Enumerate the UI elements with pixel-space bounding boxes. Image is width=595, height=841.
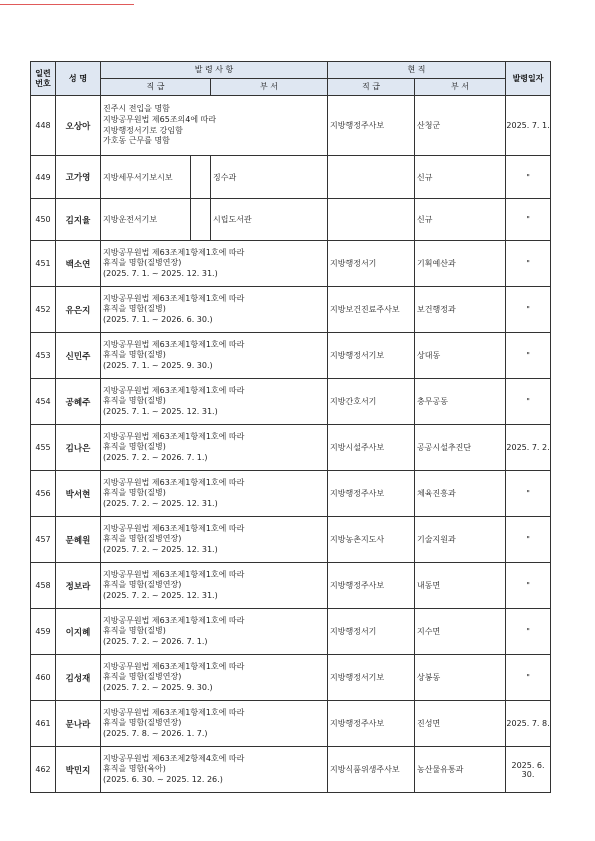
person-name: 김나은 (56, 425, 101, 471)
order-details (101, 287, 328, 333)
order-line: 휴직을 명함(육아) (103, 764, 166, 774)
serial-number: 459 (31, 609, 56, 655)
order-line: (2025. 7. 1. ~ 2025. 9. 30.) (103, 360, 213, 370)
current-dept: 지수면 (415, 609, 506, 655)
order-line: 지방공무원법 제63조제1항제1호에 따라 (103, 385, 245, 395)
order-line: 휴직을 명함(질병연장) (103, 258, 182, 268)
header-issuance: 발 령 사 항 (101, 62, 328, 79)
order-line: (2025. 7. 2. ~ 2025. 9. 30.) (103, 682, 213, 692)
serial-number: 454 (31, 379, 56, 425)
person-name: 신민주 (56, 333, 101, 379)
table-row (31, 96, 551, 156)
serial-number: 448 (31, 96, 56, 156)
person-name: 문나라 (56, 701, 101, 747)
serial-number: 462 (31, 747, 56, 793)
order-line: 휴직을 명함(질병) (103, 304, 166, 314)
current-dept: 기술지원과 (415, 517, 506, 563)
current-dept: 기획예산과 (415, 241, 506, 287)
order-line: (2025. 7. 1. ~ 2025. 12. 31.) (103, 406, 218, 416)
current-rank: 지방행정서기보 (328, 655, 415, 701)
issue-date: " (506, 471, 551, 517)
person-name: 박서현 (56, 471, 101, 517)
current-rank: 지방행정서기 (328, 241, 415, 287)
current-dept: 충무공동 (415, 379, 506, 425)
issue-date: " (506, 333, 551, 379)
order-line: (2025. 7. 1. ~ 2026. 6. 30.) (103, 314, 213, 324)
order-line: 휴직을 명함(질병) (103, 350, 166, 360)
serial-number: 457 (31, 517, 56, 563)
current-rank: 지방간호서기 (328, 379, 415, 425)
issue-date: " (506, 241, 551, 287)
issue-date: " (506, 655, 551, 701)
header-name: 성 명 (56, 62, 101, 96)
person-name: 유은지 (56, 287, 101, 333)
current-rank: 지방농촌지도사 (328, 517, 415, 563)
order-line: 지방공무원법 제63조제1항제1호에 따라 (103, 615, 245, 625)
header-dept: 부 서 (211, 79, 328, 96)
person-name: 김지율 (56, 199, 101, 241)
person-name: 고가영 (56, 156, 101, 199)
serial-number: 451 (31, 241, 56, 287)
serial-number: 456 (31, 471, 56, 517)
serial-number: 453 (31, 333, 56, 379)
order-line: (2025. 7. 2. ~ 2025. 12. 31.) (103, 498, 218, 508)
table-row (31, 517, 551, 563)
current-rank: 지방행정서기보 (328, 333, 415, 379)
serial-number: 460 (31, 655, 56, 701)
current-rank: 지방행정주사보 (328, 701, 415, 747)
order-line: (2025. 7. 2. ~ 2025. 12. 31.) (103, 590, 218, 600)
current-rank (328, 156, 415, 199)
order-details (101, 379, 328, 425)
serial-number: 449 (31, 156, 56, 199)
table-row (31, 156, 551, 199)
current-rank: 지방보건진료주사보 (328, 287, 415, 333)
order-line: (2025. 7. 2. ~ 2026. 7. 1.) (103, 636, 208, 646)
table-row (31, 609, 551, 655)
order-line: 지방공무원법 제63조제1항제1호에 따라 (103, 293, 245, 303)
current-rank: 지방행정서기 (328, 609, 415, 655)
current-dept: 내동면 (415, 563, 506, 609)
person-name: 이지혜 (56, 609, 101, 655)
table-row (31, 701, 551, 747)
header-serial-line1: 일련 (35, 69, 51, 79)
table-row (31, 471, 551, 517)
order-details (101, 333, 328, 379)
issue-date: 2025. 7. 2. (506, 425, 551, 471)
table-row (31, 747, 551, 793)
current-dept: 신규 (415, 156, 506, 199)
order-line: 지방공무원법 제63조제1항제1호에 따라 (103, 339, 245, 349)
order-dept: 징수과 (211, 156, 328, 199)
table-row (31, 287, 551, 333)
order-line: 가호동 근무를 명함 (103, 136, 170, 146)
order-line: (2025. 7. 2. ~ 2026. 7. 1.) (103, 452, 208, 462)
order-line: (2025. 7. 8. ~ 2026. 1. 7.) (103, 728, 208, 738)
order-line: (2025. 6. 30. ~ 2025. 12. 26.) (103, 774, 223, 784)
order-details (101, 425, 328, 471)
order-line: 지방공무원법 제63조제1항제1호에 따라 (103, 477, 245, 487)
header-issue-date: 발령일자 (506, 62, 551, 96)
order-line: 지방공무원법 제63조제1항제1호에 따라 (103, 431, 245, 441)
order-details (101, 609, 328, 655)
current-dept: 상봉동 (415, 655, 506, 701)
order-line: 지방공무원법 제63조제1항제1호에 따라 (103, 707, 245, 717)
order-details (101, 747, 328, 793)
header-current: 현 직 (328, 62, 506, 79)
order-line: 지방공무원법 제65조의4에 따라 (103, 114, 217, 124)
current-dept: 상대동 (415, 333, 506, 379)
header-serial-line2: 번호 (35, 78, 51, 88)
order-line: 휴직을 명함(질병연장) (103, 534, 182, 544)
current-dept: 체육진흥과 (415, 471, 506, 517)
current-rank: 지방행정주사보 (328, 563, 415, 609)
issue-date: " (506, 156, 551, 199)
serial-number: 452 (31, 287, 56, 333)
order-details (101, 241, 328, 287)
person-name: 박민지 (56, 747, 101, 793)
person-name: 공혜주 (56, 379, 101, 425)
person-name: 백소연 (56, 241, 101, 287)
top-accent-line (0, 4, 134, 5)
table-row (31, 425, 551, 471)
issue-date: " (506, 517, 551, 563)
current-rank (328, 199, 415, 241)
order-line: (2025. 7. 1. ~ 2025. 12. 31.) (103, 268, 218, 278)
order-line: 지방행정서기로 강임함 (103, 125, 183, 135)
order-line: 지방공무원법 제63조제1항제1호에 따라 (103, 247, 245, 257)
person-name: 문혜원 (56, 517, 101, 563)
person-name: 오상아 (56, 96, 101, 156)
table-row (31, 199, 551, 241)
table-row (31, 655, 551, 701)
order-details (101, 701, 328, 747)
order-details (101, 563, 328, 609)
person-name: 김성재 (56, 655, 101, 701)
order-details (101, 655, 328, 701)
order-line: 휴직을 명함(질병연장) (103, 580, 182, 590)
issue-date: " (506, 287, 551, 333)
current-dept: 보건행정과 (415, 287, 506, 333)
order-line: 지방공무원법 제63조제2항제4호에 따라 (103, 753, 245, 763)
table-row (31, 241, 551, 287)
personnel-order-table (30, 61, 551, 793)
current-dept: 진성면 (415, 701, 506, 747)
order-line: 휴직을 명함(질병) (103, 442, 166, 452)
order-line: 휴직을 명함(질병연장) (103, 672, 182, 682)
order-line: 진주시 전입을 명함 (103, 104, 170, 114)
order-line: 휴직을 명함(질병) (103, 396, 166, 406)
order-rank: 지방세무서기보시보 (101, 156, 191, 199)
serial-number: 461 (31, 701, 56, 747)
issue-date: " (506, 199, 551, 241)
header-rank: 직 급 (101, 79, 211, 96)
current-dept: 공공시설추진단 (415, 425, 506, 471)
header-current-rank: 직 급 (328, 79, 415, 96)
person-name: 정보라 (56, 563, 101, 609)
order-line: 휴직을 명함(질병) (103, 488, 166, 498)
issue-date: " (506, 609, 551, 655)
current-rank: 지방행정주사보 (328, 96, 415, 156)
order-rank-spacer (191, 156, 211, 199)
issue-date: " (506, 563, 551, 609)
order-details (101, 471, 328, 517)
table-row (31, 333, 551, 379)
order-dept: 시립도서관 (211, 199, 328, 241)
current-rank: 지방식품위생주사보 (328, 747, 415, 793)
current-rank: 지방행정주사보 (328, 471, 415, 517)
current-dept: 신규 (415, 199, 506, 241)
order-line: 지방공무원법 제63조제1항제1호에 따라 (103, 523, 245, 533)
order-line: 지방공무원법 제63조제1항제1호에 따라 (103, 661, 245, 671)
current-dept: 산청군 (415, 96, 506, 156)
order-line: (2025. 7. 2. ~ 2025. 12. 31.) (103, 544, 218, 554)
table-row (31, 379, 551, 425)
order-rank: 지방운전서기보 (101, 199, 191, 241)
order-line: 휴직을 명함(질병) (103, 626, 166, 636)
current-rank: 지방시설주사보 (328, 425, 415, 471)
order-rank-spacer (191, 199, 211, 241)
issue-date: 2025. 6. 30. (506, 747, 551, 793)
header-current-dept: 부 서 (415, 79, 506, 96)
serial-number: 458 (31, 563, 56, 609)
order-details (101, 517, 328, 563)
order-line: 지방공무원법 제63조제1항제1호에 따라 (103, 569, 245, 579)
current-dept: 농산물유통과 (415, 747, 506, 793)
order-details (101, 96, 328, 156)
table-row (31, 563, 551, 609)
header-serial (31, 62, 56, 96)
issue-date: 2025. 7. 8. (506, 701, 551, 747)
issue-date: 2025. 7. 1. (506, 96, 551, 156)
issue-date: " (506, 379, 551, 425)
serial-number: 450 (31, 199, 56, 241)
serial-number: 455 (31, 425, 56, 471)
order-line: 휴직을 명함(질병연장) (103, 718, 182, 728)
